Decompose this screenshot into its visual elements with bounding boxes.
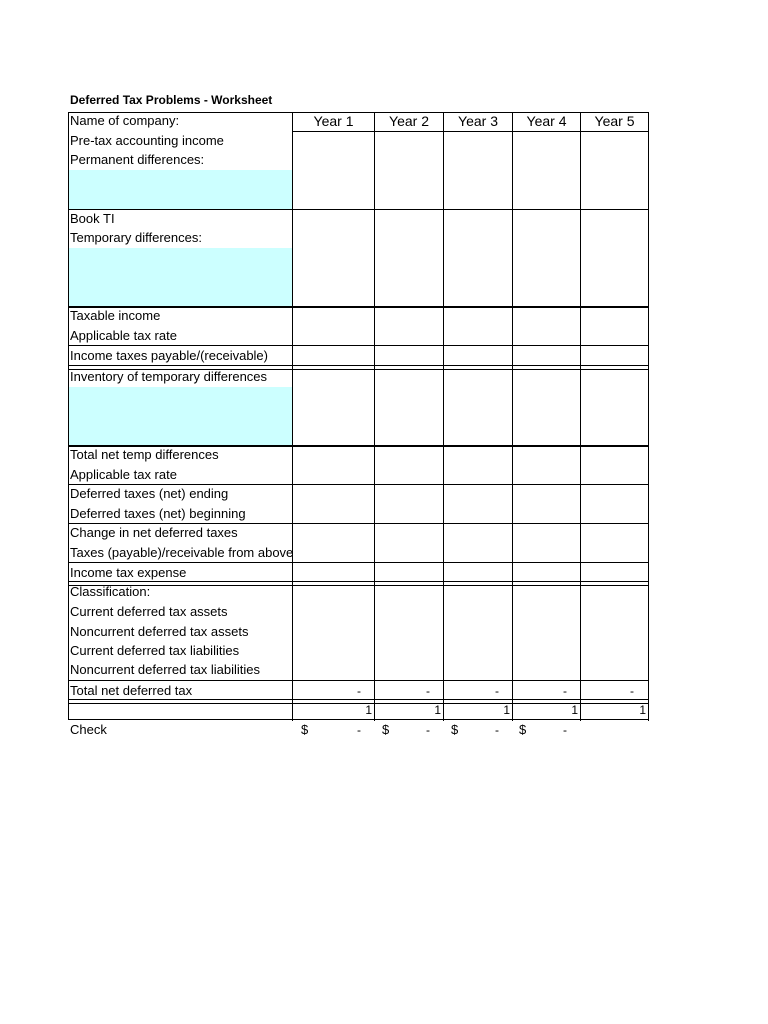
row-label-income-tax-expense: Income tax expense xyxy=(70,565,187,580)
grid-line-col-5 xyxy=(580,112,581,721)
check-value: - xyxy=(426,723,430,737)
row-label-change-net-deferred: Change in net deferred taxes xyxy=(70,525,238,540)
total-net-deferred-tax-value: - xyxy=(630,684,634,698)
total-net-deferred-tax-value: - xyxy=(357,684,361,698)
year-header: Year 3 xyxy=(458,113,498,129)
row-label-deferred-taxes-beginning: Deferred taxes (net) beginning xyxy=(70,506,246,521)
row-label-temporary-differences: Temporary differences: xyxy=(70,230,202,245)
row-label-total-net-temp-differences: Total net temp differences xyxy=(70,447,219,462)
row-label-classification: Classification: xyxy=(70,584,151,599)
grid-line-right xyxy=(648,112,649,721)
check-value: - xyxy=(495,723,499,737)
worksheet-title: Deferred Tax Problems - Worksheet xyxy=(70,93,273,107)
year-header: Year 2 xyxy=(389,113,429,129)
grid-line-col-2 xyxy=(374,112,375,721)
row-label-inventory-temp-differences: Inventory of temporary differences xyxy=(70,369,268,384)
total-net-deferred-tax-value: - xyxy=(563,684,567,698)
total-net-deferred-tax-value: - xyxy=(426,684,430,698)
row-label-pretax-income: Pre-tax accounting income xyxy=(70,133,224,148)
grid-line-book-ti xyxy=(68,209,648,210)
row-label-name-of-company: Name of company: xyxy=(70,113,180,128)
check-value: - xyxy=(563,723,567,737)
grid-line-left xyxy=(68,112,69,719)
row-label-noncurrent-dtl: Noncurrent deferred tax liabilities xyxy=(70,662,261,677)
grid-line-col-3 xyxy=(443,112,444,721)
row-label-taxable-income: Taxable income xyxy=(70,308,161,323)
permanent-differences-input-area[interactable] xyxy=(69,170,292,209)
flag-row-value: 1 xyxy=(503,703,510,717)
row-label-deferred-taxes-ending: Deferred taxes (net) ending xyxy=(70,486,229,501)
flag-row-value: 1 xyxy=(639,703,646,717)
check-currency-symbol: $ xyxy=(451,722,459,737)
row-label-noncurrent-dta: Noncurrent deferred tax assets xyxy=(70,624,249,639)
grid-line-header-bottom xyxy=(292,131,648,132)
flag-row-value: 1 xyxy=(571,703,578,717)
row-label-book-ti: Book TI xyxy=(70,211,115,226)
check-currency-symbol: $ xyxy=(382,722,390,737)
check-value: - xyxy=(357,723,361,737)
row-label-total-net-deferred-tax: Total net deferred tax xyxy=(70,683,193,698)
inventory-temp-differences-input-area[interactable] xyxy=(69,387,292,446)
flag-row-value: 1 xyxy=(434,703,441,717)
row-label-applicable-tax-rate: Applicable tax rate xyxy=(70,467,177,482)
check-currency-symbol: $ xyxy=(301,722,309,737)
year-header: Year 4 xyxy=(526,113,567,129)
total-net-deferred-tax-value: - xyxy=(495,684,499,698)
check-currency-symbol: $ xyxy=(519,722,527,737)
grid-line-col-1 xyxy=(292,112,293,721)
row-label-current-dta: Current deferred tax assets xyxy=(70,604,228,619)
row-label-applicable-tax-rate: Applicable tax rate xyxy=(70,328,177,343)
row-label-permanent-differences: Permanent differences: xyxy=(70,152,205,167)
row-label-current-dtl: Current deferred tax liabilities xyxy=(70,643,240,658)
temporary-differences-input-area[interactable] xyxy=(69,248,292,307)
grid-line-flag-row-bottom xyxy=(68,719,648,720)
year-header: Year 1 xyxy=(313,113,354,129)
flag-row-value: 1 xyxy=(365,703,372,717)
grid-line-col-4 xyxy=(512,112,513,721)
row-label-income-taxes-payable: Income taxes payable/(receivable) xyxy=(70,348,268,363)
year-header: Year 5 xyxy=(594,113,635,129)
row-label-taxes-payable-from-above: Taxes (payable)/receivable from above xyxy=(70,545,294,560)
row-label-check: Check xyxy=(70,722,107,737)
